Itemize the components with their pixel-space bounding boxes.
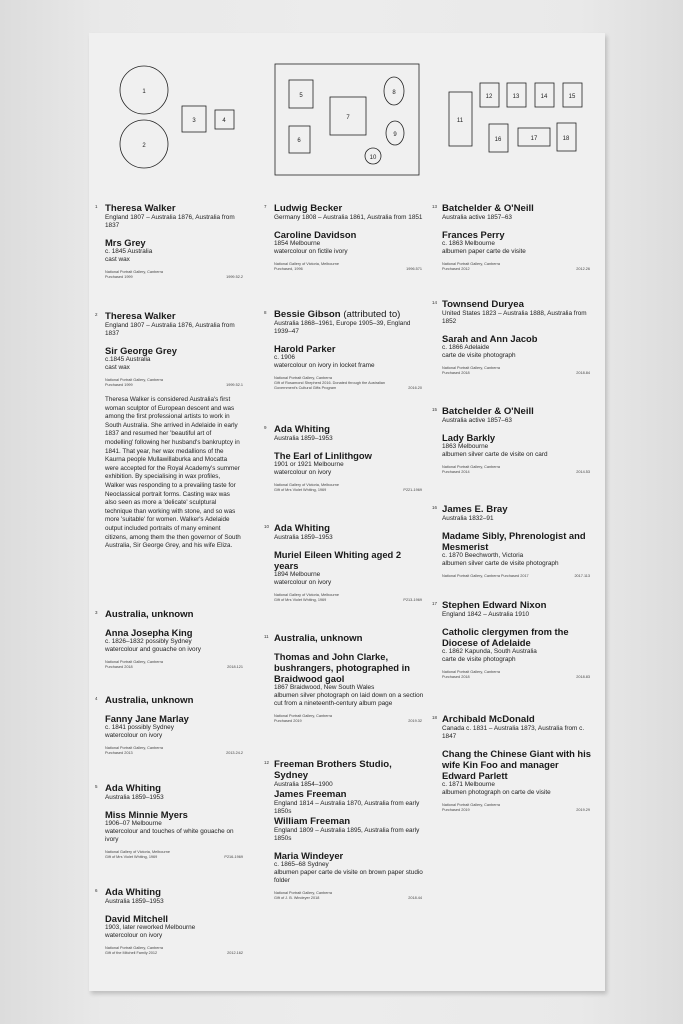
work-title: Lady Barkly xyxy=(442,432,496,443)
work-details: 1906–07 Melbourne watercolour and touches of white gouache on ivory xyxy=(105,820,234,843)
accession-number: 2018.83 xyxy=(576,675,590,679)
credit-line xyxy=(105,660,247,670)
credit-text: National Gallery of Victoria, Melbourne Gift of Mrs Violet Whiting, 1969 xyxy=(274,483,339,492)
plan-label: 6 xyxy=(297,138,301,144)
entry-number: 6 xyxy=(95,888,98,893)
artist-name: Ada Whiting xyxy=(105,783,161,794)
label-entry-4 xyxy=(95,695,247,756)
plan-label: 11 xyxy=(456,118,464,124)
artist-dates: Australia 1859–1953 xyxy=(105,794,164,801)
credit-line xyxy=(442,366,594,376)
credit-line xyxy=(105,270,247,280)
work-title: Sarah and Ann Jacob xyxy=(442,333,538,344)
artist-name: James E. Bray xyxy=(442,504,508,515)
artist-name: Stephen Edward Nixon xyxy=(442,600,547,611)
accession-number: 1999.52.2 xyxy=(226,275,243,279)
credit-text: National Portrait Gallery, Canberra Purchased 2017 xyxy=(442,574,529,578)
accession-number: 2018.44 xyxy=(408,896,422,900)
artist-dates: Australia 1859–1953 xyxy=(105,898,164,905)
entry-number: 13 xyxy=(432,204,438,209)
exhibition-label-panel xyxy=(89,33,605,991)
artist-dates: Germany 1808 – Australia 1861, Australia from 1851 xyxy=(274,214,423,221)
work-details: 1901 or 1921 Melbourne watercolour on ivory xyxy=(274,461,344,476)
work-details: c. 1862 Kapunda, South Australia carte de visite photograph xyxy=(442,648,537,663)
credit-text: National Portrait Gallery, Canberra Purchased 2018 xyxy=(442,366,500,375)
work-details: c. 1906 watercolour on ivory in locket frame xyxy=(274,354,375,369)
artist-dates: England 1807 – Australia 1876, Australia from 1837 xyxy=(105,214,235,229)
artist-name: Townsend Duryea xyxy=(442,299,524,310)
credit-line xyxy=(274,376,426,391)
label-entry-13 xyxy=(432,203,594,272)
label-entry-9 xyxy=(264,424,426,493)
artist-dates: Canada c. 1831 – Australia 1873, Australia from c. 1847 xyxy=(442,725,585,740)
credit-text: National Portrait Gallery, Canberra Gift of Rosamond Shepherd 2016. Donated through the Australian Government's Cultural Gifts Program xyxy=(274,376,386,390)
credit-text: National Portrait Gallery, Canberra Purchased 2019 xyxy=(274,714,332,723)
credit-text: National Portrait Gallery, Canberra Purchased 2014 xyxy=(442,465,500,474)
entry-number: 2 xyxy=(95,312,98,317)
work-title: David Mitchell xyxy=(105,913,169,924)
credit-line xyxy=(105,946,247,956)
artist-name: Ada Whiting xyxy=(274,424,330,435)
artist-dates: Australia 1859–1953 xyxy=(274,534,333,541)
accession-number: 2013.24.2 xyxy=(226,751,243,755)
plan-label: 8 xyxy=(392,90,396,96)
plan-label: 16 xyxy=(494,137,502,143)
artist-name: Batchelder & O'Neill xyxy=(442,203,534,214)
artist-dates: Australia active 1857–63 xyxy=(442,417,512,424)
artist-name: Australia, unknown xyxy=(105,695,194,706)
entry-number: 18 xyxy=(432,715,438,720)
accession-number: 2019.32 xyxy=(408,719,422,723)
credit-line xyxy=(105,746,247,756)
artist-dates: Australia 1868–1961, Europe 1905–39, England 1939–47 xyxy=(274,320,411,335)
plan-label: 18 xyxy=(562,136,570,142)
credit-text: National Gallery of Victoria, Melbourne Gift of Mrs Violet Whiting, 1969 xyxy=(274,593,339,602)
credit-line xyxy=(274,593,426,603)
accession-number: 1999.52.1 xyxy=(226,383,243,387)
entry-number: 1 xyxy=(95,204,98,209)
plan-label: 3 xyxy=(192,118,196,124)
label-entry-11 xyxy=(264,633,426,724)
hanging-plan-diagram xyxy=(89,33,605,183)
credit-line xyxy=(442,574,594,579)
credit-line xyxy=(442,670,594,680)
label-entry-16 xyxy=(432,504,594,579)
artist-name: Batchelder & O'Neill xyxy=(442,406,534,417)
credit-line xyxy=(274,891,426,901)
work-details: c. 1866 Adelaide carte de visite photograph xyxy=(442,344,516,359)
accession-number: 2012.26 xyxy=(576,267,590,271)
credit-line xyxy=(105,378,247,388)
work-title: The Earl of Linlithgow xyxy=(274,450,372,461)
plan-label: 12 xyxy=(485,94,493,100)
work-title: Frances Perry xyxy=(442,229,505,240)
label-entry-12 xyxy=(264,759,426,901)
artist-dates: Australia 1859–1953 xyxy=(274,435,333,442)
artist-name: Ludwig Becker xyxy=(274,203,343,214)
work-title: Maria Windeyer xyxy=(274,850,344,861)
artist-name: Australia, unknown xyxy=(105,609,194,620)
work-details: c. 1841 possibly Sydney watercolour on ivory xyxy=(105,724,174,739)
accession-number: 2019.29 xyxy=(576,808,590,812)
work-details: c. 1870 Beechworth, Victoria albumen silver carte de visite photograph xyxy=(442,552,559,567)
credit-text: National Portrait Gallery, Canberra Purchased 1999 xyxy=(105,378,163,387)
work-title: Harold Parker xyxy=(274,343,336,354)
entry-number: 14 xyxy=(432,300,438,305)
plan-label: 7 xyxy=(346,115,350,121)
plan-label: 15 xyxy=(568,94,576,100)
artist-name: Theresa Walker xyxy=(105,203,176,214)
entry-number: 8 xyxy=(264,310,267,315)
entry-number: 4 xyxy=(95,696,98,701)
label-entry-14 xyxy=(432,299,594,376)
label-entry-15 xyxy=(432,406,594,475)
entry-number: 10 xyxy=(264,524,270,529)
work-details: c. 1865–68 Sydney albumen paper carte de visite on brown paper studio folder xyxy=(274,861,423,884)
credit-text: National Gallery of Victoria, Melbourne Gift of Mrs Violet Whiting, 1969 xyxy=(105,850,170,859)
credit-line xyxy=(442,803,594,813)
label-entry-8 xyxy=(264,309,426,391)
entry-number: 17 xyxy=(432,601,438,606)
work-title: Sir George Grey xyxy=(105,345,177,356)
sub-artist-dates: England 1809 – Australia 1895, Australia from early 1850s xyxy=(274,827,420,842)
credit-line xyxy=(274,483,426,493)
sub-artist-dates: England 1814 – Australia 1870, Australia from early 1850s xyxy=(274,800,420,815)
work-title: Fanny Jane Marlay xyxy=(105,713,189,724)
plan-label: 4 xyxy=(222,118,226,124)
entry-number: 12 xyxy=(264,760,270,765)
work-details: c.1845 Australia cast wax xyxy=(105,356,151,371)
label-entry-2 xyxy=(95,311,247,551)
label-entry-10 xyxy=(264,523,426,603)
credit-line xyxy=(274,262,426,272)
work-details: c. 1845 Australia cast wax xyxy=(105,248,153,263)
work-title: Muriel Eileen Whiting aged 2 years xyxy=(274,549,402,571)
work-details: c. 1871 Melbourne albumen photograph on carte de visite xyxy=(442,781,551,796)
plan-label: 14 xyxy=(540,94,548,100)
accession-number: 2018.121 xyxy=(227,665,243,669)
credit-line xyxy=(442,262,594,272)
artist-name: Ada Whiting xyxy=(274,523,330,534)
work-title: Madame Sibly, Phrenologist and Mesmerist xyxy=(442,530,586,552)
accession-number: 2014.53 xyxy=(576,470,590,474)
entry-number: 9 xyxy=(264,425,267,430)
credit-text: National Gallery of Victoria, Melbourne Purchased, 1996 xyxy=(274,262,339,271)
work-title: Mrs Grey xyxy=(105,237,146,248)
artist-name-text: Bessie Gibson xyxy=(274,309,341,320)
sub-artist-name: James Freeman xyxy=(274,789,347,800)
work-details: 1863 Melbourne albumen silver carte de visite on card xyxy=(442,443,548,458)
work-details: c. 1826–1832 possibly Sydney watercolour and gouache on ivory xyxy=(105,638,201,653)
label-entry-1 xyxy=(95,203,247,280)
artist-dates: Australia active 1857–63 xyxy=(442,214,512,221)
artist-dates: England 1842 – Australia 1910 xyxy=(442,611,530,618)
label-entry-5 xyxy=(95,783,247,860)
interpretive-text: Theresa Walker is considered Australia's first woman sculptor of European descent and was among the first professional artists to work in South Australia. She arrived in Adelaide in early 1837 and resumed her 'beautiful art of modelling' following her husband's bankruptcy in 1841. That year, her wax medallions of the Kaurna people Mullawillaburka and Mocatta were accepted for the Royal Academy's summer exhibition. By specialising in wax profiles, Walker was responding to a prevailing taste for Neoclassical portrait forms. Casting wax was also seen as more a 'delicate' sculptural technique than working with stone, and so was more 'suitable' for women. Walker's Adelaide output included portraits of many eminent citizens, among them the then governor of South Australia, Sir George Grey, and his wife Eliza. xyxy=(105,396,241,550)
artist-name: Theresa Walker xyxy=(105,311,176,322)
entry-number: 7 xyxy=(264,204,267,209)
artist-dates: Australia 1854–1900 xyxy=(274,781,333,788)
work-title: Miss Minnie Myers xyxy=(105,809,188,820)
work-title: Thomas and John Clarke, bushrangers, photographed in Braidwood gaol xyxy=(274,651,410,684)
credit-text: National Portrait Gallery, Canberra Gift of the Mitchell Family 2012 xyxy=(105,946,163,955)
artist-dates: United States 1823 – Australia 1888, Australia from 1852 xyxy=(442,310,587,325)
credit-text: National Portrait Gallery, Canberra Purchased 2013 xyxy=(105,746,163,755)
credit-line xyxy=(442,465,594,475)
work-title: Anna Josepha King xyxy=(105,627,193,638)
artist-name: Australia, unknown xyxy=(274,633,363,644)
plan-label: 17 xyxy=(530,136,538,142)
artist-name: Archibald McDonald xyxy=(442,714,535,725)
work-details: 1903, later reworked Melbourne watercolour on ivory xyxy=(105,924,196,939)
credit-text: National Portrait Gallery, Canberra Gift of J. B. Windeyer 2018 xyxy=(274,891,332,900)
plan-label: 13 xyxy=(512,94,520,100)
work-details: c. 1863 Melbourne albumen paper carte de visite xyxy=(442,240,526,255)
credit-text: National Portrait Gallery, Canberra Purchased 2018 xyxy=(105,660,163,669)
work-title: Catholic clergymen from the Diocese of Adelaide xyxy=(442,626,569,648)
label-entry-17 xyxy=(432,600,594,680)
artist-name: Freeman Brothers Studio, Sydney xyxy=(274,759,392,781)
accession-number: 2012.162 xyxy=(227,951,243,955)
accession-number: P221-1969 xyxy=(403,488,422,492)
credit-text: National Portrait Gallery, Canberra Purchased 2012 xyxy=(442,262,500,271)
entry-number: 16 xyxy=(432,505,438,510)
entry-number: 3 xyxy=(95,610,98,615)
credit-line xyxy=(105,850,247,860)
work-details: 1854 Melbourne watercolour on fictile ivory xyxy=(274,240,348,255)
entry-number: 15 xyxy=(432,407,438,412)
work-title: Caroline Davidson xyxy=(274,229,357,240)
label-entry-6 xyxy=(95,887,247,956)
label-entry-3 xyxy=(95,609,247,670)
entry-number: 11 xyxy=(264,634,269,639)
accession-number: P213-1969 xyxy=(403,598,422,602)
sub-artist-name: William Freeman xyxy=(274,816,351,827)
accession-number: 2018.84 xyxy=(576,371,590,375)
plan-label: 10 xyxy=(369,155,377,161)
plan-label: 9 xyxy=(393,132,397,138)
plan-label: 2 xyxy=(142,143,146,149)
plan-label: 1 xyxy=(142,89,146,95)
work-details: 1894 Melbourne watercolour on ivory xyxy=(274,571,332,586)
label-entry-7 xyxy=(264,203,426,272)
credit-line xyxy=(274,714,426,724)
credit-text: National Portrait Gallery, Canberra Purchased 1999 xyxy=(105,270,163,279)
work-title: Chang the Chinese Giant with his wife Kin Foo and manager Edward Parlett xyxy=(442,748,591,781)
artist-dates: Australia 1832–91 xyxy=(442,515,494,522)
label-entry-18 xyxy=(432,714,594,813)
accession-number: 2016.20 xyxy=(408,386,422,390)
accession-number: P216-1969 xyxy=(224,855,243,859)
attribution-note: (attributed to) xyxy=(340,309,401,320)
artist-name: Ada Whiting xyxy=(105,887,161,898)
credit-text: National Portrait Gallery, Canberra Purchased 2018 xyxy=(442,670,500,679)
artist-dates: England 1807 – Australia 1876, Australia from 1837 xyxy=(105,322,235,337)
work-details: 1867 Braidwood, New South Wales albumen silver photograph on laid down on a section cut from a nineteenth-century album page xyxy=(274,684,424,707)
artist-name xyxy=(274,309,426,320)
accession-number: 2017.113 xyxy=(574,574,590,578)
credit-text: National Portrait Gallery, Canberra Purchased 2019 xyxy=(442,803,500,812)
entry-number: 5 xyxy=(95,784,98,789)
accession-number: 1996.571 xyxy=(406,267,422,271)
plan-label: 5 xyxy=(299,93,303,99)
